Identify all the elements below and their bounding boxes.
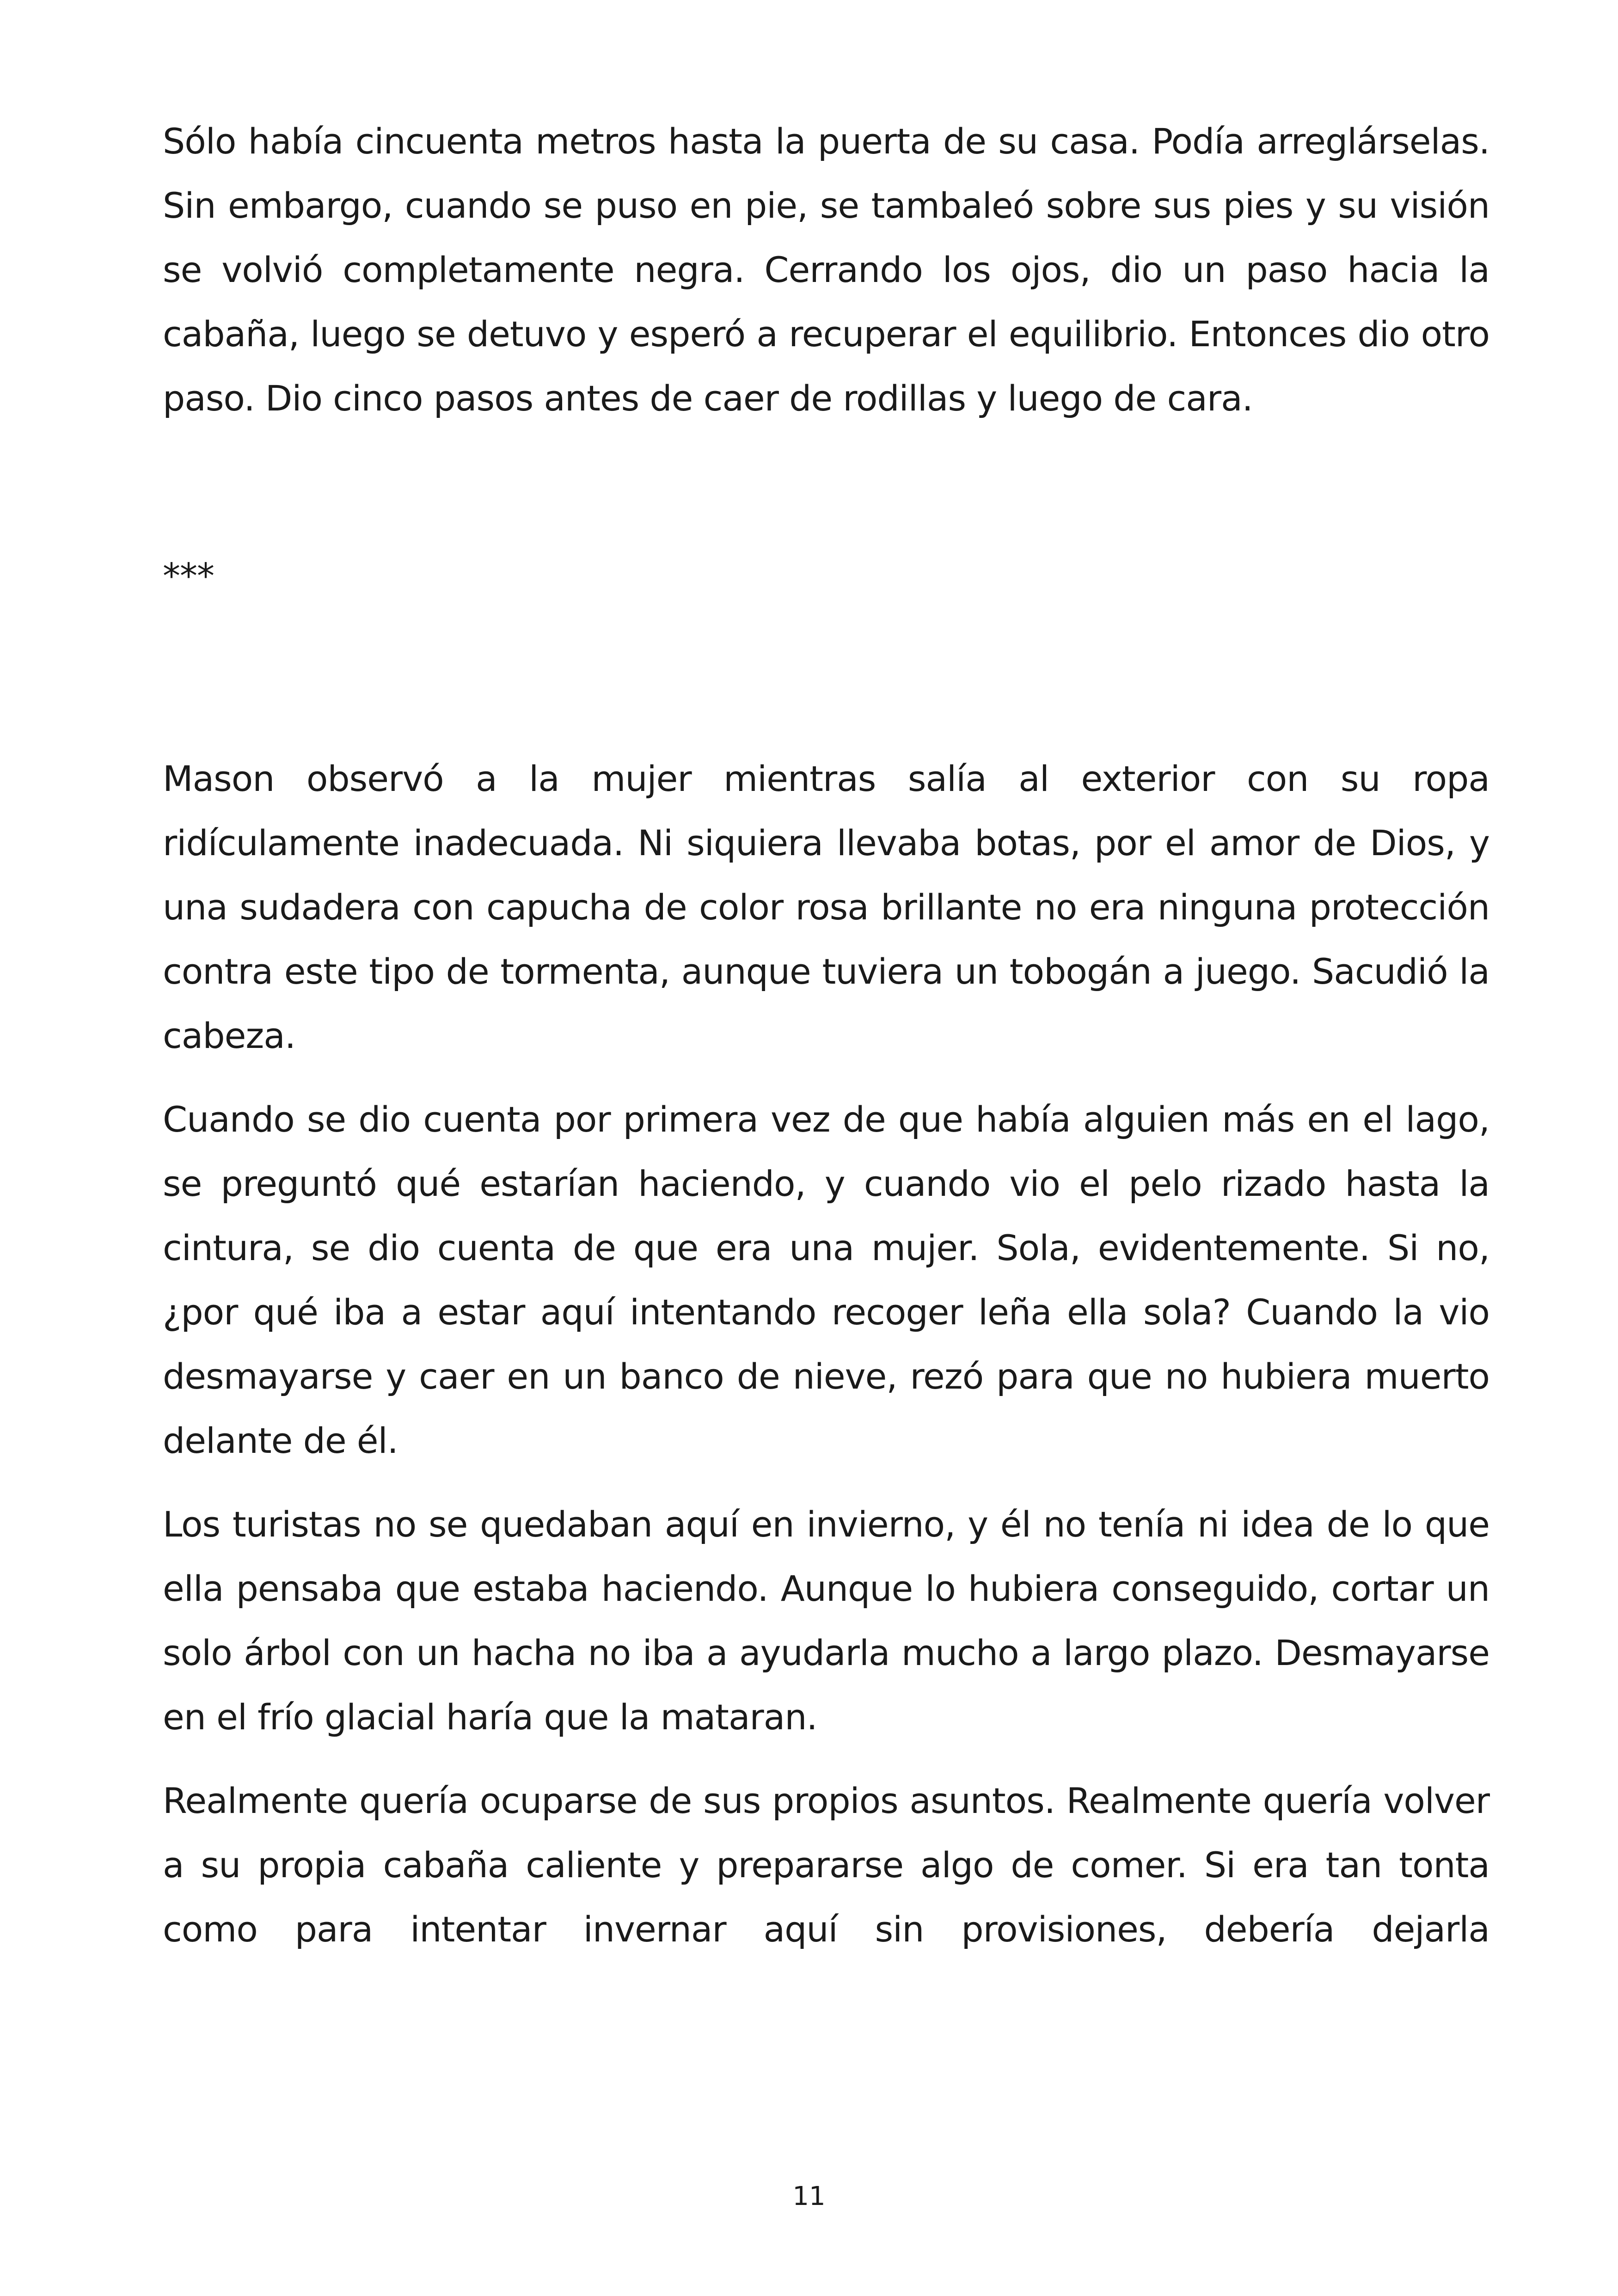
body-text: [163, 109, 1489, 1961]
paragraph-3: Cuando se dio cuenta por primera vez de que había alguien más en el lago, se preguntó qué estarían haciendo, y cuando vio el pelo rizado hasta la cintura, se dio cuenta de que era una mujer. Sola, evidentemente. Si no, ¿por qué iba a estar aquí intentando recoger leña ella sola? Cuando la vio desmayarse y caer en un banco de nieve, rezó para que no hubiera muerto delante de él.: [163, 1099, 1489, 1461]
scene-separator: ***: [163, 555, 214, 596]
paragraph-1: Sólo había cincuenta metros hasta la puerta de su casa. Podía arreglárselas. Sin embargo, cuando se puso en pie, se tambaleó sobre sus pies y su visión se volvió completamente negra. Cerrando los ojos, dio un paso hacia la cabaña, luego se detuvo y esperó a recuperar el equilibrio. Entonces dio otro paso. Dio cinco pasos antes de caer de rodillas y luego de cara.: [163, 121, 1489, 419]
paragraph-5: Realmente quería ocuparse de sus propios asuntos. Realmente quería volver a su propia cabaña caliente y prepararse algo de comer. Si era tan tonta como para intentar invernar aquí sin provisiones, debería dejarla: [163, 1780, 1489, 1950]
page-number: 11: [792, 2181, 826, 2211]
paragraph-2: Mason observó a la mujer mientras salía al exterior con su ropa ridículamente inadecuada. Ni siquiera llevaba botas, por el amor de Dios, y una sudadera con capucha de color rosa brillante no era ninguna protección contra este tipo de tormenta, aunque tuviera un tobogán a juego. Sacudió la cabeza.: [163, 758, 1489, 1056]
paragraph-4: Los turistas no se quedaban aquí en invierno, y él no tenía ni idea de lo que ella pensaba que estaba haciendo. Aunque lo hubiera conseguido, cortar un solo árbol con un hacha no iba a ayudarla mucho a largo plazo. Desmayarse en el frío glacial haría que la mataran.: [163, 1504, 1489, 1738]
